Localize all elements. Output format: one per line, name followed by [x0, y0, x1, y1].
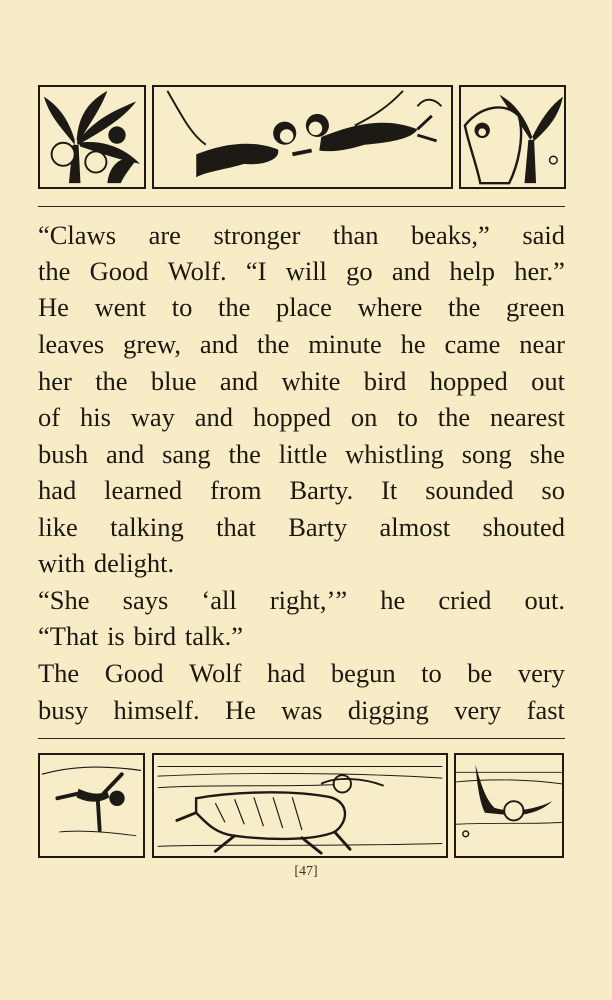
word: the [437, 402, 471, 432]
word: shouted [482, 512, 565, 542]
word: busy [38, 695, 89, 725]
word: digging [347, 695, 429, 725]
word: and [105, 439, 145, 469]
bottom-right-illustration [454, 753, 564, 858]
word: stronger [213, 220, 301, 250]
bird-icon [456, 755, 562, 856]
word: to [397, 402, 418, 432]
word: talking [110, 512, 184, 542]
word: came [444, 329, 501, 359]
word: the [95, 366, 128, 396]
word: out [531, 366, 565, 396]
word: said [522, 220, 565, 250]
word: nearest [489, 402, 565, 432]
word: beaks,” [411, 220, 490, 250]
word: out. [524, 585, 565, 615]
word: went [94, 292, 147, 322]
word: himself. [113, 695, 200, 725]
word: help [449, 256, 495, 286]
text-line [38, 475, 565, 505]
word: It [381, 475, 398, 505]
word: white [281, 366, 341, 396]
word: says [122, 585, 169, 615]
word: minute [308, 329, 382, 359]
word: will [285, 256, 327, 286]
monkeys-swinging-icon [154, 87, 451, 187]
text-line [38, 329, 565, 359]
word: that [216, 512, 256, 542]
word: so [541, 475, 565, 505]
word: “Claws [38, 220, 117, 250]
word: ‘all [201, 585, 237, 615]
word: than [332, 220, 379, 250]
word: right,’” [269, 585, 348, 615]
word: “That [38, 621, 99, 651]
word: to [171, 292, 193, 322]
word: grew, [123, 329, 181, 359]
word: the [38, 256, 71, 286]
text-line [38, 256, 565, 286]
word: learned [104, 475, 183, 505]
text-line [38, 695, 565, 725]
word: hopped [252, 402, 331, 432]
word: very [454, 695, 502, 725]
top-right-illustration [459, 85, 566, 189]
text-line [38, 658, 565, 688]
word: green [506, 292, 565, 322]
word: he [400, 329, 426, 359]
text-line [38, 366, 565, 396]
word: bird [363, 366, 407, 396]
word: her [38, 366, 72, 396]
wolf-and-child-icon [154, 755, 446, 856]
word: Wolf. [167, 256, 227, 286]
text-line [38, 292, 565, 322]
word: the [256, 329, 290, 359]
word: the [228, 439, 261, 469]
monkey-icon [40, 755, 143, 856]
bottom-divider [38, 738, 565, 739]
word: place [276, 292, 332, 322]
word: is [107, 621, 125, 651]
text-line [38, 439, 565, 469]
elephant-and-palm-icon [461, 87, 564, 187]
word: He [38, 292, 69, 322]
word: song [461, 439, 512, 469]
word: whistling [345, 439, 444, 469]
word: like [38, 512, 78, 542]
text-line [38, 402, 565, 432]
word: with [38, 548, 86, 578]
palm-tree-icon [40, 87, 144, 187]
word: had [267, 658, 306, 688]
word: the [448, 292, 481, 322]
word: delight. [93, 548, 175, 578]
word: and [199, 329, 239, 359]
word: he [380, 585, 406, 615]
word: cried [438, 585, 492, 615]
word: little [278, 439, 328, 469]
page-number: [47] [294, 864, 318, 879]
word: the [218, 292, 251, 322]
text-line [38, 548, 565, 578]
word: and [219, 366, 259, 396]
word: of [38, 402, 61, 432]
word: The [38, 658, 80, 688]
word: his [79, 402, 111, 432]
word: “She [38, 585, 90, 615]
bottom-center-illustration [152, 753, 448, 858]
word: very [517, 658, 565, 688]
word: begun [330, 658, 396, 688]
word: was [281, 695, 323, 725]
word: be [467, 658, 493, 688]
word: talk.” [184, 621, 244, 651]
word: sang [162, 439, 211, 469]
text-line [38, 621, 565, 651]
word: leaves [38, 329, 105, 359]
word: and [391, 256, 431, 286]
text-line [38, 512, 565, 542]
word: had [38, 475, 77, 505]
word: way [130, 402, 175, 432]
word: He [224, 695, 256, 725]
word: hopped [429, 366, 508, 396]
word: Wolf [189, 658, 242, 688]
word: sounded [425, 475, 514, 505]
top-divider [38, 206, 565, 207]
word: Good [89, 256, 149, 286]
word: near [519, 329, 565, 359]
word: are [148, 220, 181, 250]
word: to [421, 658, 442, 688]
word: bird [133, 621, 177, 651]
word: and [194, 402, 234, 432]
word: Good [104, 658, 164, 688]
word: fast [526, 695, 565, 725]
text-line [38, 585, 565, 615]
top-left-illustration [38, 85, 146, 189]
word: blue [150, 366, 197, 396]
word: where [357, 292, 423, 322]
word: her.” [514, 256, 565, 286]
word: from [210, 475, 262, 505]
word: go [346, 256, 373, 286]
word: she [529, 439, 565, 469]
word: almost [379, 512, 451, 542]
word: bush [38, 439, 89, 469]
text-line [38, 220, 565, 250]
bottom-left-illustration [38, 753, 145, 858]
word: Barty [288, 512, 348, 542]
word: Barty. [289, 475, 354, 505]
word: on [350, 402, 378, 432]
top-center-illustration [152, 85, 453, 189]
word: “I [245, 256, 267, 286]
